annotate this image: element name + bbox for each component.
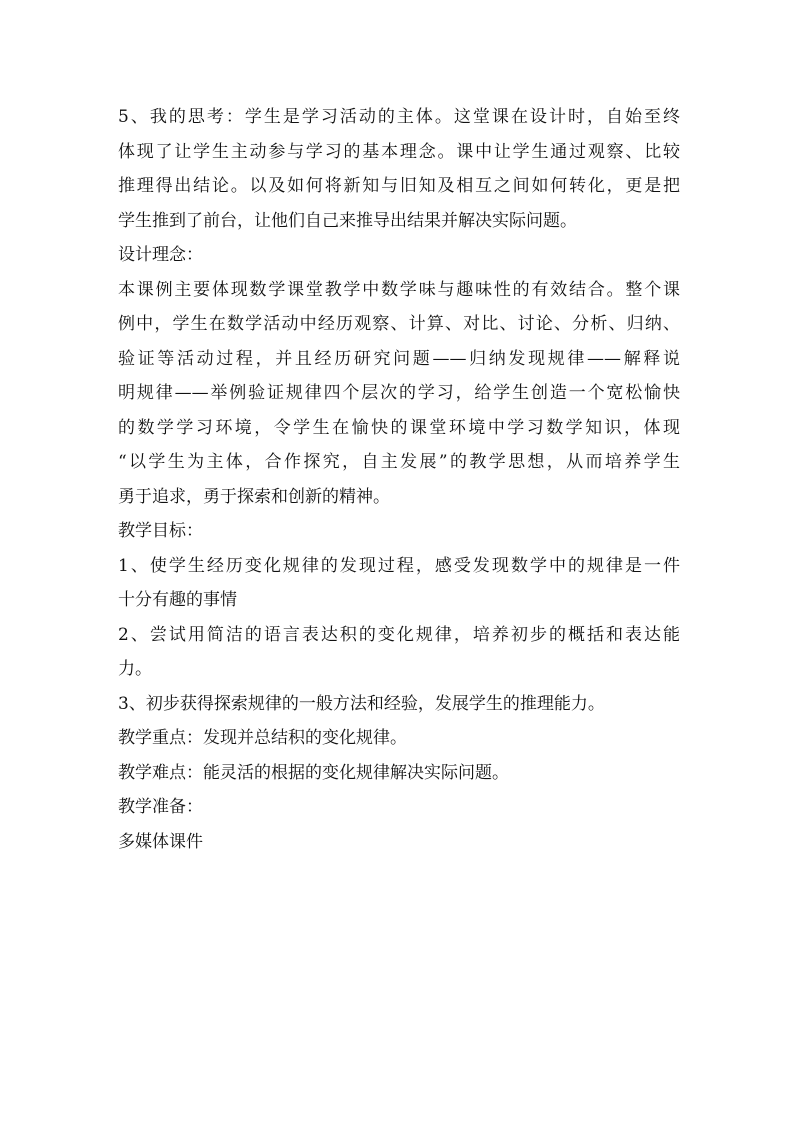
text-line: 教学重点：发现并总结积的变化规律。 [118,728,407,748]
list-item: 3、初步获得探索规律的一般方法和经验，发展学生的推理能力。 [118,693,605,714]
text-line: 验证等活动过程，并且经历研究问题——归纳发现规律——解释说 [118,348,680,369]
text-line: 推理得出结论。以及如何将新知与旧知及相互之间如何转化，更是把 [118,176,680,196]
text-line: 5、我的思考：学生是学习活动的主体。这堂课在设计时，自始至终 [118,107,680,127]
text-line: 体现了让学生主动参与学习的基本理念。课中让学生通过观察、比较 [118,141,680,162]
text-line: 教学难点：能灵活的根据的变化规律解决实际问题。 [118,762,509,783]
text-line: 学生推到了前台，让他们自己来推导出结果并解决实际问题。 [118,210,577,231]
text-line: 的数学学习环境，令学生在愉快的课堂环境中学习数学知识，体现 [118,417,680,438]
section-heading: 设计理念： [118,245,203,265]
text-line: 力。 [118,659,152,679]
list-item: 1、使学生经历变化规律的发现过程，感受发现数学中的规律是一件 [118,555,680,576]
text-line: 例中，学生在数学活动中经历观察、计算、对比、讨论、分析、归纳、 [118,314,680,334]
text-line: 勇于追求，勇于探索和创新的精神。 [118,486,390,507]
text-line: 本课例主要体现数学课堂教学中数学味与趣味性的有效结合。整个课 [118,279,680,300]
text-line: 多媒体课件 [118,831,203,852]
section-heading: 教学准备： [118,797,203,817]
text-line: “以学生为主体，合作探究，自主发展”的教学思想，从而培养学生 [118,452,680,472]
text-line: 明规律——举例验证规律四个层次的学习，给学生创造一个宽松愉快 [118,383,680,403]
text-line: 十分有趣的事情 [118,590,237,610]
section-heading: 教学目标： [118,521,203,541]
list-item: 2、尝试用简洁的语言表达积的变化规律，培养初步的概括和表达能 [118,624,680,645]
document-body [118,100,680,859]
